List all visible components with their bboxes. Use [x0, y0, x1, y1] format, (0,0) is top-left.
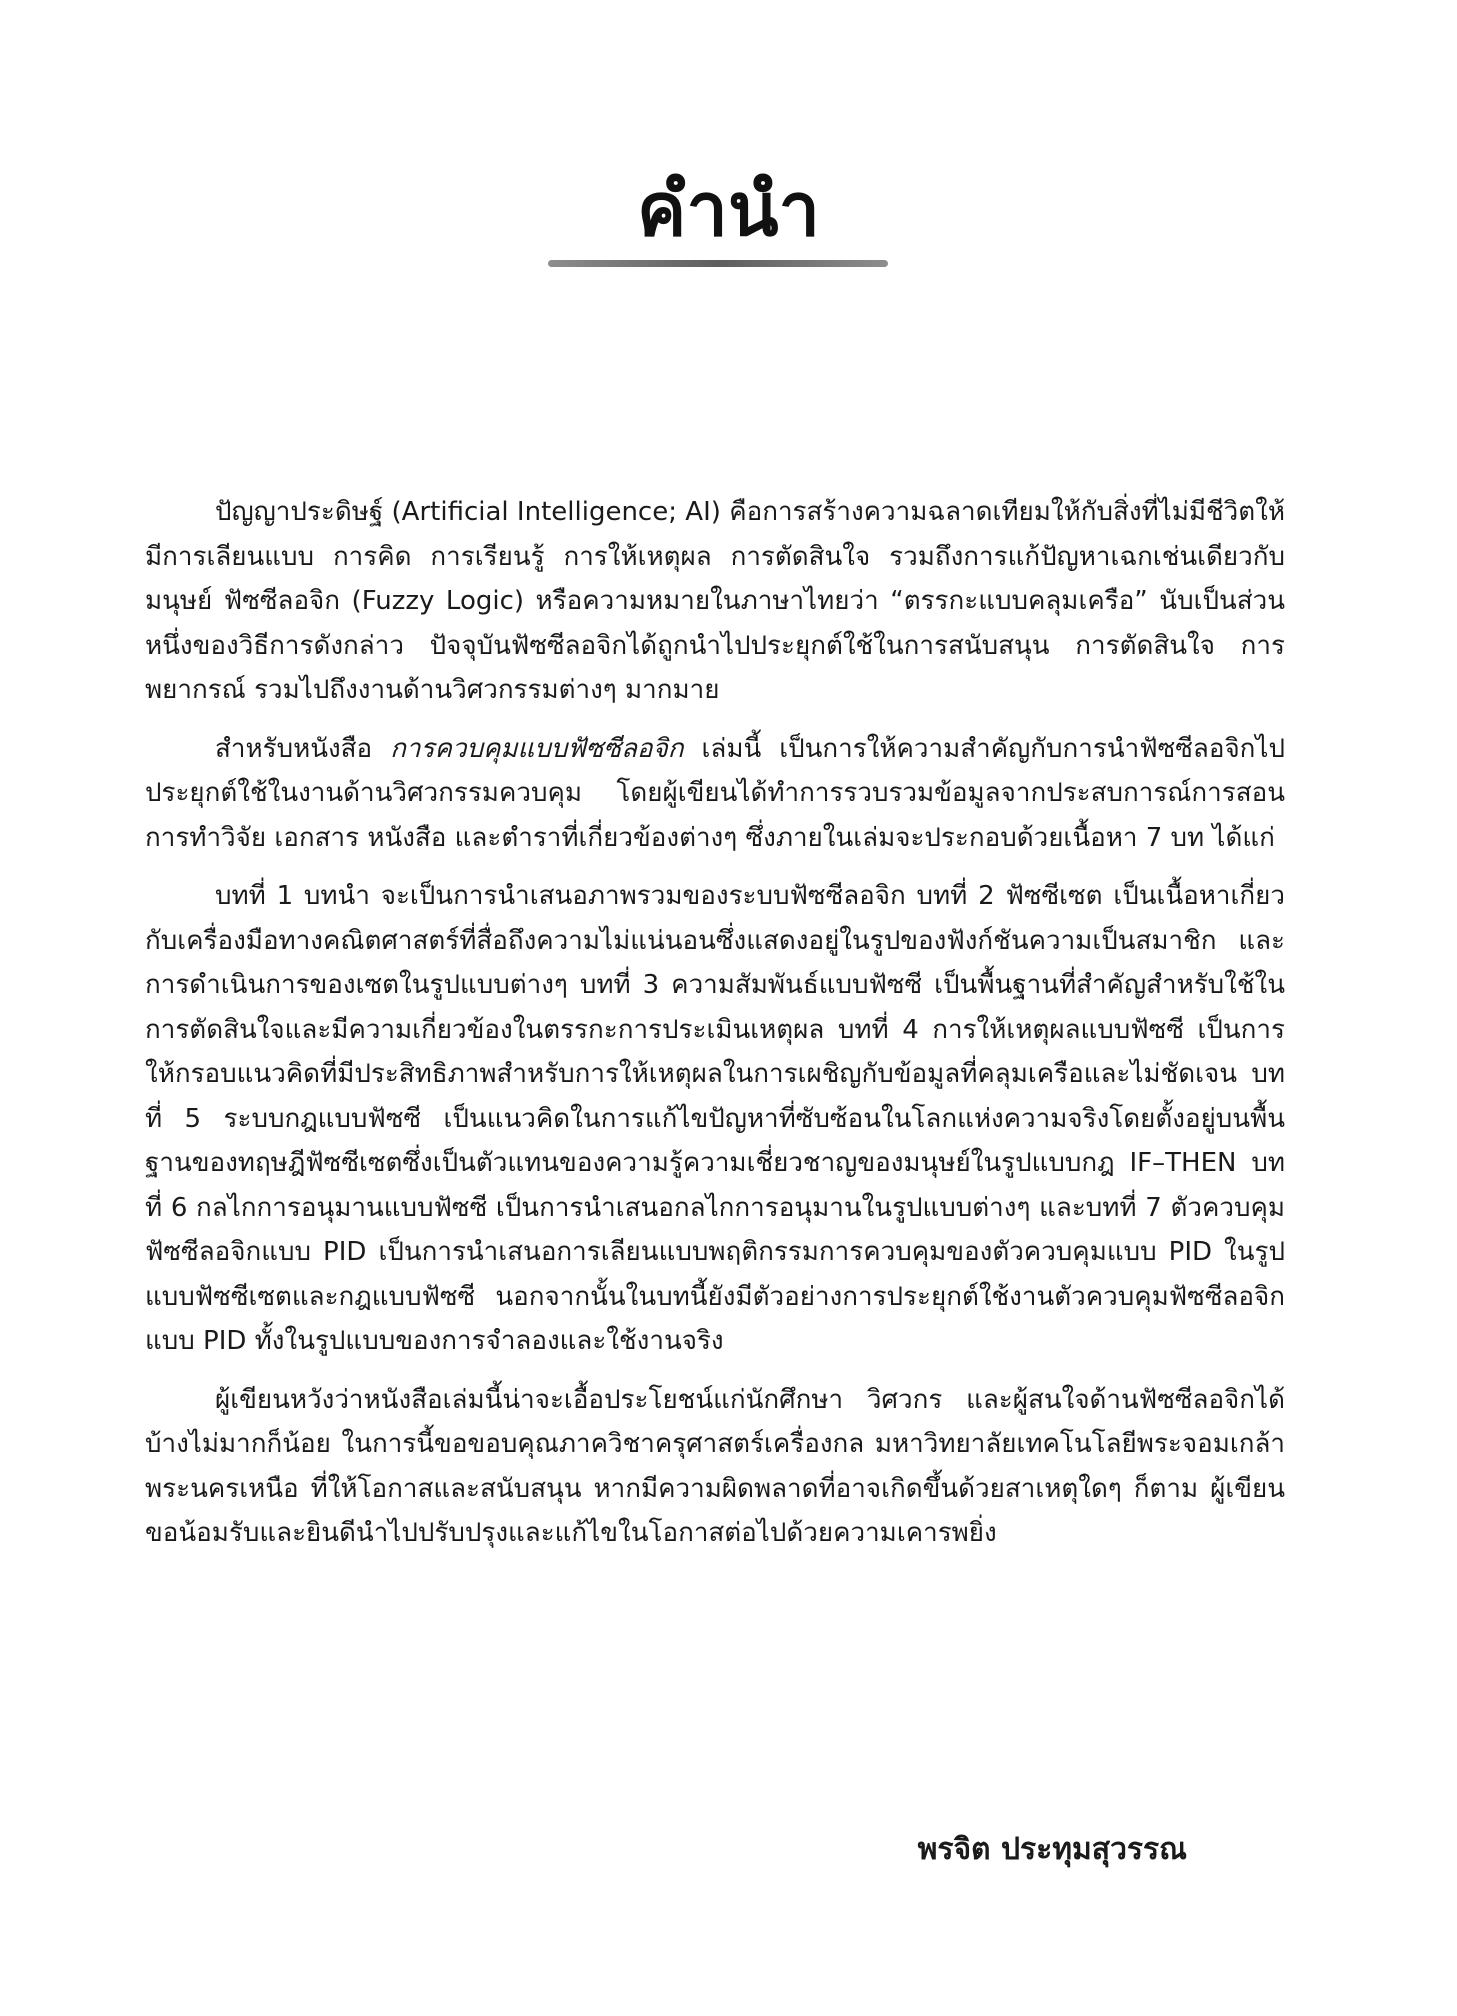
book-title-italic: การควบคุมแบบฟัซซีลอจิก [390, 733, 684, 764]
preface-body [145, 490, 1285, 1570]
paragraph-acknowledgement: ผู้เขียนหวังว่าหนังสือเล่มนี้น่าจะเอื้อประโยชน์แก่นักศึกษา วิศวกร และผู้สนใจด้านฟัซซีลอจิกได้บ้างไม่มากก็น้อย ในการนี้ขอขอบคุณภาควิชาครุศาสตร์เครื่องกล มหาวิทยาลัยเทคโนโลยีพระจอมเกล้าพระนครเหนือ ที่ให้โอกาสและสนับสนุน หากมีความผิดพลาดที่อาจเกิดขึ้นด้วยสาเหตุใดๆ ก็ตาม ผู้เขียนขอน้อมรับและยินดีนำไปปรับปรุงและแก้ไขในโอกาสต่อไปด้วยความเคารพยิ่ง [145, 1384, 1285, 1548]
paragraph-chapters: บทที่ 1 บทนำ จะเป็นการนำเสนอภาพรวมของระบบฟัซซีลอจิก บทที่ 2 ฟัซซีเซต เป็นเนื้อหาเกี่ยวกับเครื่องมือทางคณิตศาสตร์ที่สื่อถึงความไม่แน่นอนซึ่งแสดงอยู่ในรูปของฟังก์ชันความเป็นสมาชิก และการดำเนินการของเซตในรูปแบบต่างๆ บทที่ 3 ความสัมพันธ์แบบฟัซซี เป็นพื้นฐานที่สำคัญสำหรับใช้ในการตัดสินใจและมีความเกี่ยวข้องในตรรกะการประเมินเหตุผล บทที่ 4 การให้เหตุผลแบบฟัซซี เป็นการให้กรอบแนวคิดที่มีประสิทธิภาพสำหรับการให้เหตุผลในการเผชิญกับข้อมูลที่คลุมเครือและไม่ชัดเจน บทที่ 5 ระบบกฎแบบฟัซซี เป็นแนวคิดในการแก้ไขปัญหาที่ซับซ้อนในโลกแห่งความจริงโดยตั้งอยู่บนพื้นฐานของทฤษฎีฟัซซีเซตซึ่งเป็นตัวแทนของความรู้ความเชี่ยวชาญของมนุษย์ในรูปแบบกฎ IF–THEN บทที่ 6 กลไกการอนุมานแบบฟัซซี เป็นการนำเสนอกลไกการอนุมานในรูปแบบต่างๆ และบทที่ 7 ตัวควบคุมฟัซซีลอจิกแบบ PID เป็นการนำเสนอการเลียนแบบพฤติกรรมการควบคุมของตัวควบคุมแบบ PID ในรูปแบบฟัซซีเซตและกฎแบบฟัซซี นอกจากนั้นในบทนี้ยังมีตัวอย่างการประยุกต์ใช้งานตัวควบคุมฟัซซีลอจิกแบบ PID ทั้งในรูปแบบของการจำลองและใช้งานจริง [145, 881, 1285, 1356]
title-underline [548, 260, 888, 267]
paragraph-book-lead: สำหรับหนังสือ [215, 733, 391, 764]
paragraph-book [145, 727, 1285, 861]
page-title: คำนำ [636, 167, 821, 253]
author-signature: พรจิต ประทุมสุวรรณ [917, 1832, 1187, 1867]
paragraph-book-rest: เล่มนี้ เป็นการให้ความสำคัญกับการนำฟัซซีลอจิกไปประยุกต์ใช้ในงานด้านวิศวกรรมควบคุม โดยผู้เขียนได้ทำการรวบรวมข้อมูลจากประสบการณ์การสอน การทำวิจัย เอกสาร หนังสือ และตำราที่เกี่ยวข้องต่างๆ ซึ่งภายในเล่มจะประกอบด้วยเนื้อหา 7 บท ได้แก่ [145, 733, 1286, 853]
paragraph-intro: ปัญญาประดิษฐ์ (Artificial Intelligence; AI) คือการสร้างความฉลาดเทียมให้กับสิ่งที่ไม่มีชีวิตให้มีการเลียนแบบ การคิด การเรียนรู้ การให้เหตุผล การตัดสินใจ รวมถึงการแก้ปัญหาเฉกเช่นเดียวกับมนุษย์ ฟัซซีลอจิก (Fuzzy Logic) หรือความหมายในภาษาไทยว่า “ตรรกะแบบคลุมเครือ” นับเป็นส่วนหนึ่งของวิธีการดังกล่าว ปัจจุบันฟัซซีลอจิกได้ถูกนำไปประยุกต์ใช้ในการสนับสนุน การตัดสินใจ การพยากรณ์ รวมไปถึงงานด้านวิศวกรรมต่างๆ มากมาย [145, 497, 1285, 705]
